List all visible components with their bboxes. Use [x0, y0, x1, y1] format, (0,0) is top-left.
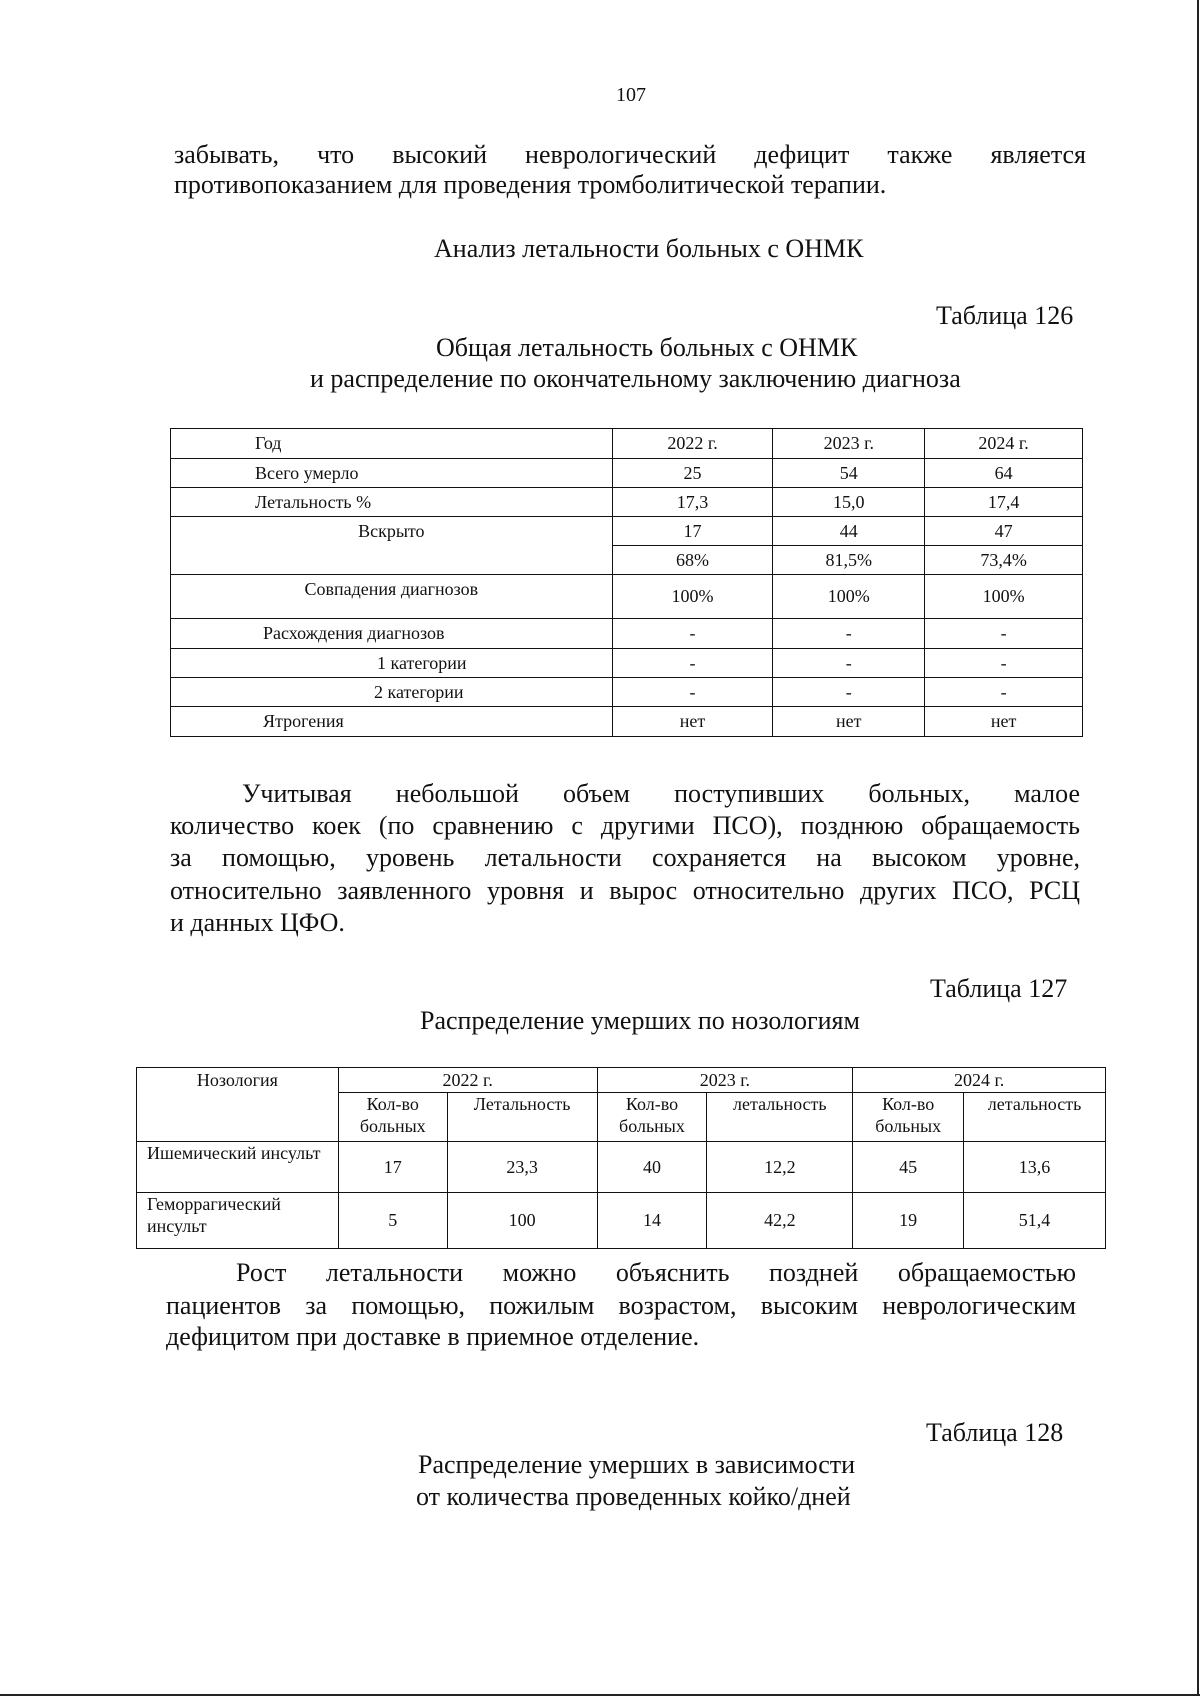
subheader: Кол-во больных [338, 1093, 447, 1142]
cell: 40 [597, 1142, 707, 1193]
header-2023: 2023 г. [773, 429, 925, 459]
subheader: Летальность [447, 1093, 597, 1142]
table-row [137, 1142, 1106, 1193]
paragraph2-line-3: за помощью, уровень летальности сохраняется на высоком уровне, [170, 843, 1080, 872]
subheader: Кол-во больных [597, 1093, 707, 1142]
cell: 25 [612, 459, 773, 488]
cell: 17,4 [925, 488, 1083, 517]
cell: 44 [773, 517, 925, 546]
row-label: Ишемический инсульт [137, 1142, 339, 1193]
cell: нет [612, 707, 773, 737]
cell: 100% [612, 575, 773, 619]
cell: 42,2 [707, 1193, 853, 1249]
section-heading: Анализ летальности больных с ОНМК [434, 234, 864, 263]
cell: 51,4 [964, 1193, 1106, 1249]
table-row [171, 649, 1083, 678]
header-year: Год [171, 429, 613, 459]
scan-edge-right [1197, 0, 1199, 1696]
row-label: Геморрагический инсульт [137, 1193, 339, 1249]
cell: - [773, 619, 925, 649]
table-row [137, 1068, 1106, 1093]
page-number: 107 [616, 84, 646, 106]
cell: 12,2 [707, 1142, 853, 1193]
table-row [171, 517, 1083, 546]
cell: - [612, 619, 773, 649]
cell: - [612, 649, 773, 678]
cell: 5 [338, 1193, 447, 1249]
cell: 45 [853, 1142, 964, 1193]
cell: нет [773, 707, 925, 737]
table-row [171, 459, 1083, 488]
row-label: Совпадения диагнозов [171, 575, 613, 619]
table-row [171, 678, 1083, 707]
subheader: Кол-во больных [853, 1093, 964, 1142]
row-label: Расхождения диагнозов [171, 619, 613, 649]
cell: 14 [597, 1193, 707, 1249]
cell: - [925, 649, 1083, 678]
table-row [171, 488, 1083, 517]
table-row [171, 707, 1083, 737]
table127-caption: Таблица 127 [930, 974, 1068, 1003]
table-127 [136, 1067, 1106, 1249]
table-row [171, 619, 1083, 649]
header-2022: 2022 г. [612, 429, 773, 459]
row-label: Летальность % [171, 488, 613, 517]
table-126 [170, 428, 1083, 737]
cell: 17 [612, 517, 773, 546]
paragraph3-line-1: Рост летальности можно объяснить поздней обращаемостью [236, 1258, 1076, 1287]
cell: 17,3 [612, 488, 773, 517]
cell: 73,4% [925, 546, 1083, 575]
header-2024: 2024 г. [925, 429, 1083, 459]
cell: - [773, 649, 925, 678]
cell: 19 [853, 1193, 964, 1249]
subheader: летальность [707, 1093, 853, 1142]
table126-title-2: и распределение по окончательному заключению диагноза [310, 364, 961, 393]
header-2023: 2023 г. [597, 1068, 853, 1093]
header-nosology: Нозология [137, 1068, 339, 1142]
table-row [171, 429, 1083, 459]
row-label: Всего умерло [171, 459, 613, 488]
cell: - [773, 678, 925, 707]
paragraph2-line-5: и данных ЦФО. [170, 908, 345, 937]
cell: 100 [447, 1193, 597, 1249]
cell: 100% [925, 575, 1083, 619]
paragraph3-line-3: дефицитом при доставке в приемное отделение. [166, 1322, 700, 1351]
paragraph2-line-4: относительно заявленного уровня и вырос относительно других ПСО, РСЦ [170, 876, 1080, 905]
intro-line-2: противопоказанием для проведения тромболитической терапии. [174, 170, 887, 199]
row-label: Вскрыто [171, 517, 613, 575]
cell: 13,6 [964, 1142, 1106, 1193]
header-2024: 2024 г. [853, 1068, 1106, 1093]
paragraph3-line-2: пациентов за помощью, пожилым возрастом, высоким неврологическим [166, 1291, 1076, 1320]
paragraph2-line-2: количество коек (по сравнению с другими ПСО), позднюю обращаемость [170, 811, 1080, 840]
table126-caption: Таблица 126 [936, 301, 1074, 330]
cell: 54 [773, 459, 925, 488]
row-label: Ятрогения [171, 707, 613, 737]
cell: 81,5% [773, 546, 925, 575]
cell: - [925, 678, 1083, 707]
table128-title-2: от количества проведенных койко/дней [416, 1482, 851, 1511]
row-label: 1 категории [171, 649, 613, 678]
cell: 17 [338, 1142, 447, 1193]
intro-line-1: забывать, что высокий неврологический дефицит также является [174, 140, 1086, 169]
table128-title-1: Распределение умерших в зависимости [418, 1450, 856, 1479]
paragraph2-line-1: Учитывая небольшой объем поступивших больных, малое [242, 779, 1080, 808]
header-2022: 2022 г. [338, 1068, 597, 1093]
cell: 47 [925, 517, 1083, 546]
cell: 64 [925, 459, 1083, 488]
subheader: летальность [964, 1093, 1106, 1142]
cell: 68% [612, 546, 773, 575]
cell: - [925, 619, 1083, 649]
cell: 23,3 [447, 1142, 597, 1193]
table-row [171, 575, 1083, 619]
table-row [137, 1193, 1106, 1249]
cell: 15,0 [773, 488, 925, 517]
table128-caption: Таблица 128 [926, 1418, 1064, 1447]
table126-title-1: Общая летальность больных с ОНМК [436, 333, 858, 362]
cell: 100% [773, 575, 925, 619]
row-label: 2 категории [171, 678, 613, 707]
table127-title: Распределение умерших по нозологиям [420, 1006, 860, 1035]
cell: нет [925, 707, 1083, 737]
cell: - [612, 678, 773, 707]
